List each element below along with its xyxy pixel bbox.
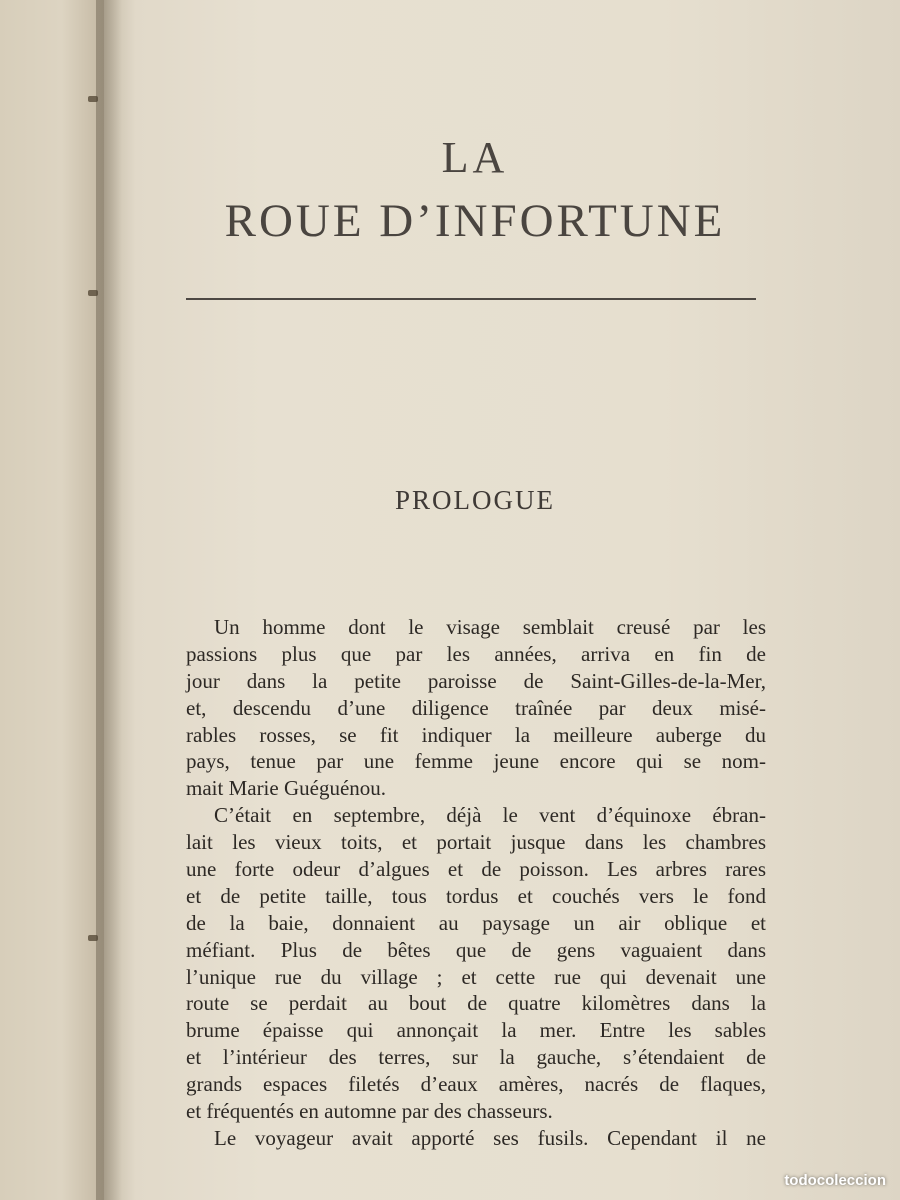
text-line: Un homme dont le visage semblait creusé par les xyxy=(214,615,766,639)
text-line: et fréquentés en automne par des chasseurs. xyxy=(186,1099,553,1124)
title-rule xyxy=(186,298,756,300)
title-line-1: LA xyxy=(441,133,509,182)
section-heading: PROLOGUE xyxy=(394,485,555,515)
text-line: Le voyageur avait apporté ses fusils. Cependant il ne xyxy=(214,1125,766,1150)
spine-shadow xyxy=(96,0,122,1200)
body-text xyxy=(186,614,766,1152)
watermark-logo: todocoleccion xyxy=(784,1172,886,1189)
text-line: jour dans la petite paroisse de Saint-Gilles-de-la-Mer, xyxy=(186,668,766,693)
text-line: de la baie, donnaient au paysage un air oblique et xyxy=(186,910,766,935)
text-line: grands espaces filetés d’eaux amères, nacrés de flaques, xyxy=(186,1072,766,1097)
text-line: pays, tenue par une femme jeune encore qui se nom- xyxy=(186,749,766,774)
text-line: C’était en septembre, déjà le vent d’équinoxe ébran- xyxy=(214,803,766,828)
text-line: et l’intérieur des terres, sur la gauche, s’étendaient de xyxy=(186,1045,766,1070)
book-title: ROUE D’INFORTUNE xyxy=(224,195,726,247)
text-line: lait les vieux toits, et portait jusque dans les chambres xyxy=(186,830,766,855)
text-line: rables rosses, se fit indiquer la meilleure auberge du xyxy=(186,722,766,747)
text-line: une forte odeur d’algues et de poisson. Les arbres rares xyxy=(186,857,766,882)
text-line: passions plus que par les années, arriva en fin de xyxy=(186,641,766,666)
text-line: l’unique rue du village ; et cette rue qui devenait une xyxy=(186,964,766,989)
text-line: brume épaisse qui annonçait la mer. Entre les sables xyxy=(186,1018,766,1043)
text-line: et de petite taille, tous tordus et couchés vers le fond xyxy=(186,883,766,908)
text-line: méfiant. Plus de bêtes que de gens vaguaient dans xyxy=(186,937,766,962)
text-line: mait Marie Guéguénou. xyxy=(186,776,387,801)
text-line: et, descendu d’une diligence traînée par deux misé- xyxy=(186,695,766,720)
text-line: route se perdait au bout de quatre kilomètres dans la xyxy=(186,991,766,1016)
